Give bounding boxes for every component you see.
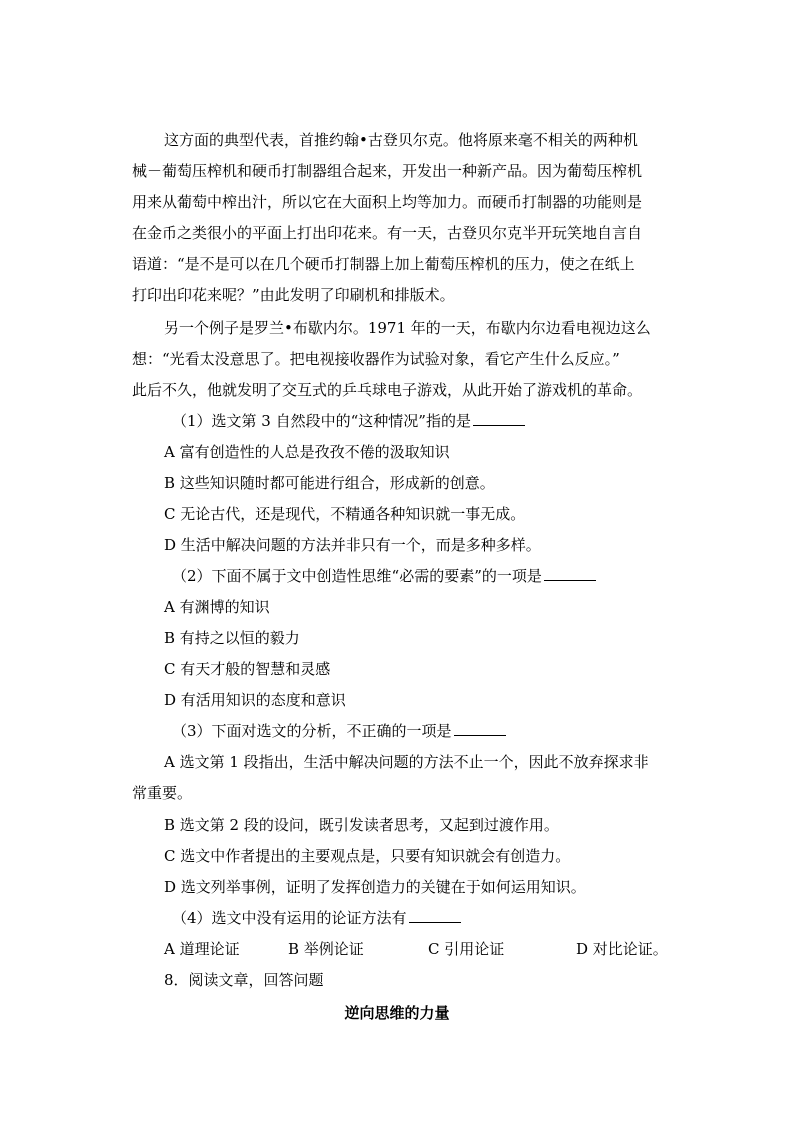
paragraph-line: 想：“光看太没意思了。把电视接收器作为试验对象，看它产生什么反应。”	[132, 350, 620, 368]
paragraph-line: 此后不久，他就发明了交互式的乒乓球电子游戏，从此开始了游戏机的革命。	[132, 381, 643, 399]
q1-option: D 生活中解决问题的方法并非只有一个，而是多种多样。	[164, 536, 541, 554]
q4-option: D 对比论证。	[576, 940, 668, 958]
paragraph-line: 打印出印花来呢？”由此发明了印刷机和排版术。	[132, 286, 455, 304]
q3-option: D 选文列举事例，证明了发挥创造力的关键在于如何运用知识。	[164, 878, 586, 896]
q3-option: B 选文第 2 段的设问，既引发读者思考，又起到过渡作用。	[164, 816, 559, 834]
paragraph-line: 另一个例子是罗兰•布歇内尔。1971 年的一天，布歇内尔边看电视边这么	[164, 319, 651, 337]
paragraph-line: 语道：“是不是可以在几个硬币打制器上加上葡萄压榨机的压力，使之在纸上	[132, 255, 635, 273]
paragraph-line: 用来从葡萄中榨出汁，所以它在大面积上均等加力。而硬币打制器的功能则是	[132, 193, 643, 211]
question-3-stem: （3）下面对选文的分析，不正确的一项是	[172, 721, 506, 741]
answer-blank	[544, 566, 596, 581]
q3-option: C 选文中作者提出的主要观点是，只要有知识就会有创造力。	[164, 847, 571, 865]
paragraph-line: 械－葡萄压榨机和硬币打制器组合起来，开发出一种新产品。因为葡萄压榨机	[132, 162, 643, 180]
q1-option: A 富有创造性的人总是孜孜不倦的汲取知识	[164, 443, 450, 461]
q2-option: A 有渊博的知识	[164, 598, 270, 616]
q4-option: C 引用论证	[428, 940, 505, 958]
paragraph-line: 这方面的典型代表，首推约翰•古登贝尔克。他将原来毫不相关的两种机	[164, 131, 638, 149]
q3-option: A 选文第 1 段指出，生活中解决问题的方法不止一个，因此不放弃探求非	[164, 753, 649, 771]
question-4-stem: （4）选文中没有运用的论证方法有	[172, 908, 461, 928]
article-title: 逆向思维的力量	[344, 1004, 450, 1022]
question-8-heading: 8．阅读文章，回答问题	[164, 971, 324, 989]
q1-option: B 这些知识随时都可能进行组合，形成新的创意。	[164, 474, 495, 492]
q4-option: A 道理论证	[164, 940, 240, 958]
answer-blank	[409, 908, 461, 923]
paragraph-line: 在金币之类很小的平面上打出印花来。有一天，古登贝尔克半开玩笑地自言自	[132, 224, 643, 242]
q2-option: B 有持之以恒的毅力	[164, 629, 300, 647]
answer-blank	[473, 411, 525, 426]
q2-option: D 有活用知识的态度和意识	[164, 691, 346, 709]
q2-option: C 有天才般的智慧和灵感	[164, 660, 331, 678]
q4-option: B 举例论证	[288, 940, 364, 958]
answer-blank	[454, 721, 506, 736]
q1-option: C 无论古代，还是现代，不精通各种知识就一事无成。	[164, 505, 526, 523]
question-1-stem: （1）选文第 3 自然段中的“这种情况”指的是	[172, 411, 525, 431]
q3-option: 常重要。	[132, 784, 193, 802]
question-2-stem: （2）下面不属于文中创造性思维“必需的要素”的一项是	[172, 566, 596, 586]
